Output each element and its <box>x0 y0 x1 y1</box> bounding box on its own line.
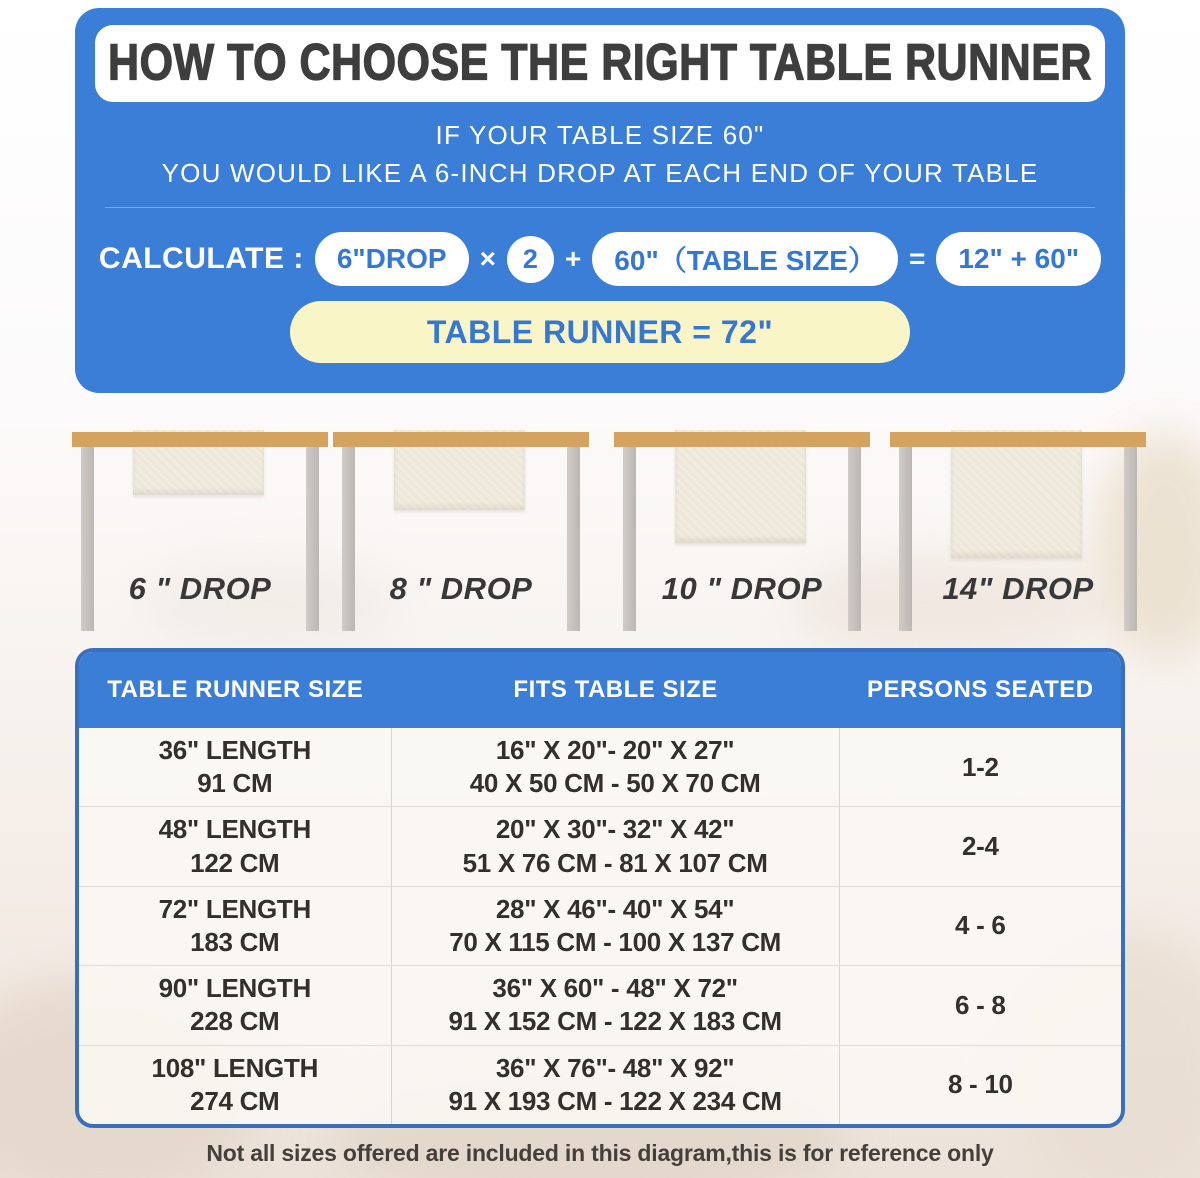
fits-inches: 36" X 60" - 48" X 72" <box>492 973 738 1004</box>
size-chart-table <box>75 648 1125 1128</box>
runner-size-cell <box>79 728 392 806</box>
size-chart-header <box>79 652 1121 728</box>
fits-cm: 70 X 115 CM - 100 X 137 CM <box>449 927 782 958</box>
table-row <box>79 886 1121 965</box>
title-box <box>95 25 1105 102</box>
tabletop <box>72 432 328 447</box>
calculation-row <box>85 232 1115 286</box>
table-row <box>79 806 1121 885</box>
tabletop <box>614 432 870 447</box>
runner-size-cell <box>79 966 392 1044</box>
sum-pill: 12" + 60" <box>936 232 1101 286</box>
drop-label: 14" DROP <box>942 571 1094 606</box>
tabletop <box>890 432 1146 447</box>
fits-cm: 51 X 76 CM - 81 X 107 CM <box>462 847 768 878</box>
runner-size-inches: 108" LENGTH <box>151 1052 319 1083</box>
persons-count: 8 - 10 <box>947 1069 1013 1100</box>
plus-operator: + <box>564 243 582 274</box>
column-header-runner-size: TABLE RUNNER SIZE <box>107 676 364 703</box>
persons-cell <box>840 807 1121 885</box>
drop-label: 6 " DROP <box>128 571 272 606</box>
fits-inches: 28" X 46"- 40" X 54" <box>495 893 735 924</box>
divider <box>105 207 1095 208</box>
footer-note: Not all sizes offered are included in this diagram,this is for reference only <box>206 1140 994 1166</box>
runner-size-cm: 122 CM <box>190 847 280 878</box>
fits-inches: 20" X 30"- 32" X 42" <box>495 814 735 845</box>
table-figure-10-drop <box>614 432 870 634</box>
drop-label: 10 " DROP <box>661 571 823 606</box>
column-header-fits-table: FITS TABLE SIZE <box>513 676 718 703</box>
runner-size-inches: 72" LENGTH <box>158 893 311 924</box>
fits-cm: 40 X 50 CM - 50 X 70 CM <box>469 768 761 799</box>
fits-cm: 91 X 193 CM - 122 X 234 CM <box>448 1085 782 1116</box>
drop-label: 8 " DROP <box>389 571 533 606</box>
fits-table-cell <box>392 807 840 885</box>
fits-table-cell <box>392 728 840 806</box>
times-operator: × <box>479 243 496 274</box>
drop-pill: 6"DROP <box>315 232 469 286</box>
runner-size-cm: 183 CM <box>190 927 280 958</box>
runner-size-cell <box>79 1046 392 1124</box>
persons-count: 6 - 8 <box>955 989 1006 1020</box>
result-pill: TABLE RUNNER = 72" <box>290 301 910 363</box>
table-row <box>79 965 1121 1044</box>
intro-line-2: YOU WOULD LIKE A 6-INCH DROP AT EACH END OF YOUR TABLE <box>161 158 1039 188</box>
multiplier-badge: 2 <box>507 236 554 283</box>
fits-table-cell <box>392 966 840 1044</box>
fits-inches: 16" X 20"- 20" X 27" <box>495 734 735 765</box>
runner-drape <box>951 430 1082 558</box>
page-title: HOW TO CHOOSE THE RIGHT TABLE RUNNER <box>108 34 1092 92</box>
runner-size-cm: 274 CM <box>190 1085 280 1116</box>
table-figure-14-drop <box>890 432 1146 634</box>
runner-size-inches: 48" LENGTH <box>158 814 311 845</box>
calculate-label: CALCULATE : <box>98 242 304 275</box>
size-chart-body <box>79 728 1121 1124</box>
runner-size-inches: 36" LENGTH <box>158 734 311 765</box>
runner-size-cell <box>79 807 392 885</box>
runner-size-cm: 228 CM <box>190 1006 280 1037</box>
persons-cell <box>840 728 1121 806</box>
persons-count: 4 - 6 <box>955 910 1006 941</box>
intro-line-1: IF YOUR TABLE SIZE 60" <box>435 120 765 150</box>
runner-size-inches: 90" LENGTH <box>158 973 311 1004</box>
table-figure-8-drop <box>333 432 589 634</box>
fits-table-cell <box>392 1046 840 1124</box>
runner-size-cm: 91 CM <box>197 768 273 799</box>
persons-count: 1-2 <box>961 751 999 782</box>
runner-size-cell <box>79 887 392 965</box>
equals-operator: = <box>908 243 926 274</box>
fits-table-cell <box>392 887 840 965</box>
fits-inches: 36" X 76"- 48" X 92" <box>495 1052 735 1083</box>
info-panel <box>75 8 1125 393</box>
table-row <box>79 1045 1121 1124</box>
persons-cell <box>840 1046 1121 1124</box>
persons-count: 2-4 <box>961 830 999 861</box>
column-header-persons: PERSONS SEATED <box>867 676 1094 703</box>
table-row <box>79 728 1121 806</box>
fits-cm: 91 X 152 CM - 122 X 183 CM <box>448 1006 782 1037</box>
table-figure-6-drop <box>72 432 328 634</box>
persons-cell <box>840 966 1121 1044</box>
tabletop <box>333 432 589 447</box>
table-size-pill: 60"（TABLE SIZE） <box>592 232 898 286</box>
persons-cell <box>840 887 1121 965</box>
